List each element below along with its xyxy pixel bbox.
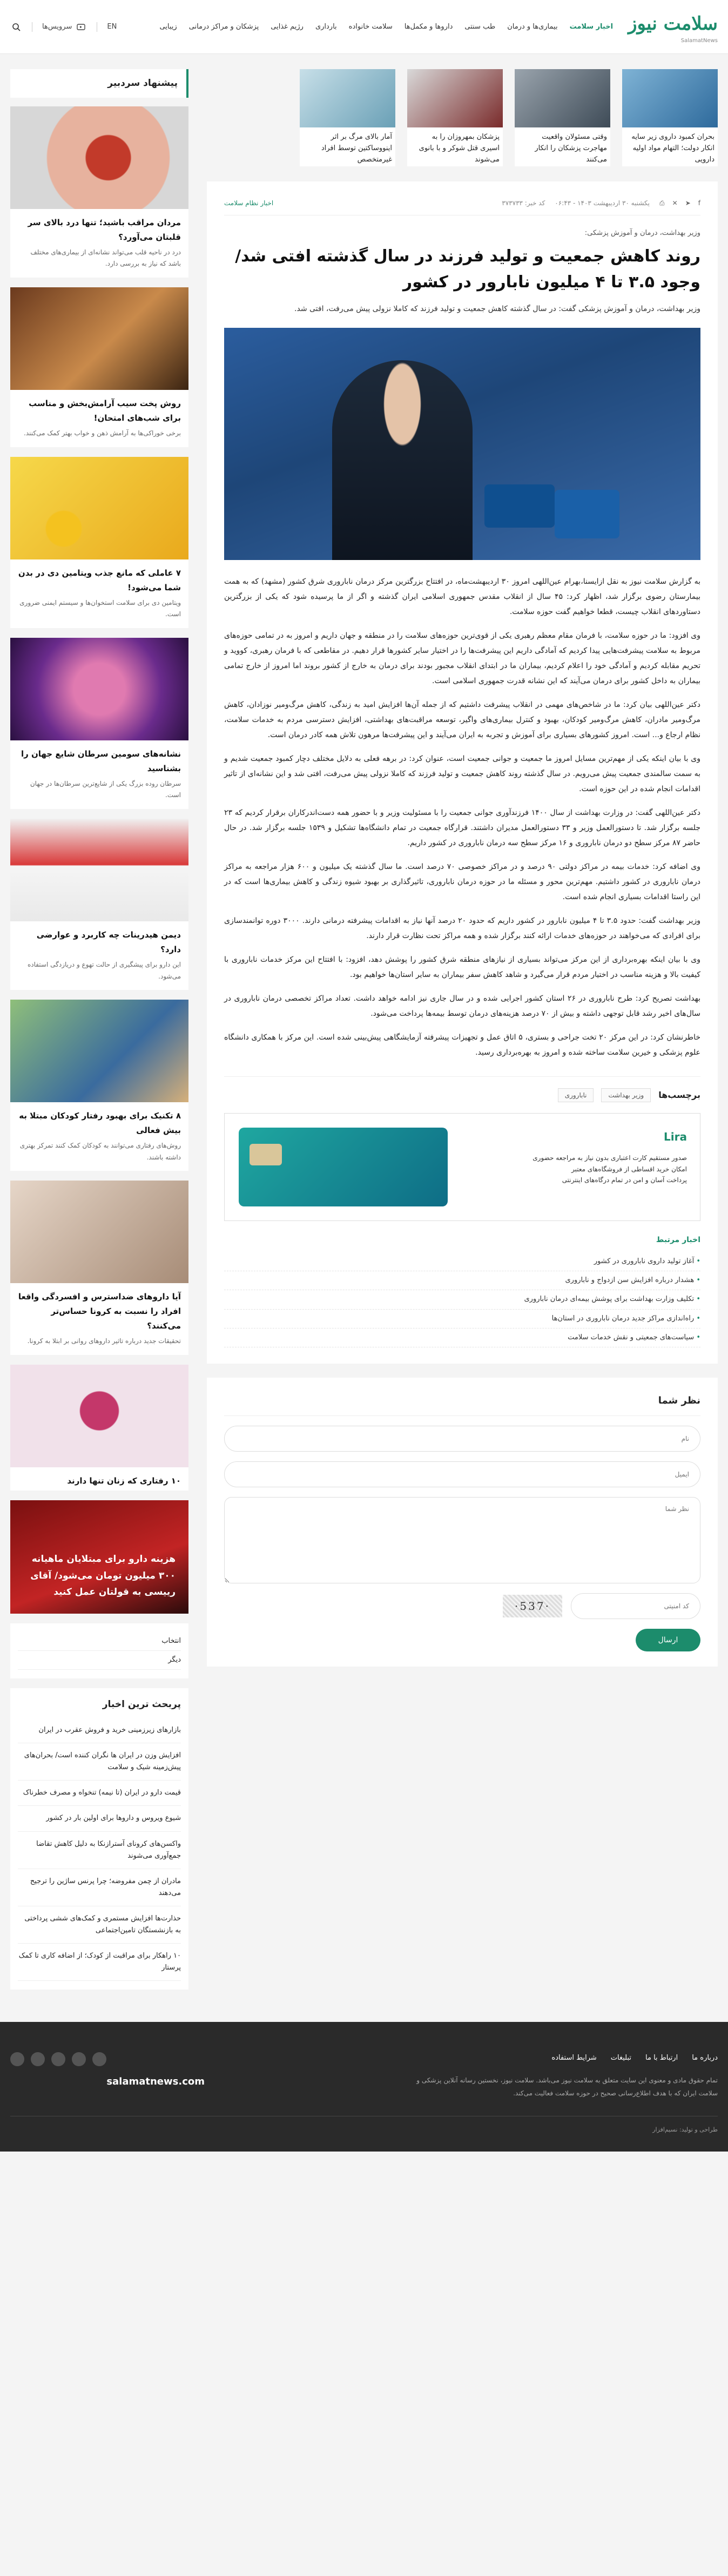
sidebar-card-desc: این دارو برای پیشگیری از حالت تهوع و دریازدگی استفاده می‌شود. [27,961,181,980]
footer-link[interactable]: ارتباط با ما [645,2054,678,2062]
article-body [224,574,700,1060]
lang-switch[interactable]: EN [107,22,117,31]
sidebar-card[interactable] [10,819,188,990]
header-tools [10,21,117,33]
footer-link[interactable]: درباره ما [692,2054,718,2062]
tag[interactable]: وزیر بهداشت [601,1088,651,1102]
site-footer [0,2022,728,2152]
ad-line: پرداخت آسان و امن در تمام درگاه‌های اینترنتی [562,1176,687,1184]
social-icons [10,2052,205,2066]
article-image [224,328,700,560]
sidebar-card[interactable] [10,1181,188,1355]
strip-item[interactable] [407,69,503,166]
popular-item[interactable]: ۱۰ راهکار برای مراقبت از کودک؛ از اضافه کاری تا کمک پرستار [18,1944,181,1981]
sidebar-card-image [10,106,188,209]
strip-image [407,69,503,127]
sidebar-card-title: آیا داروهای ضداسترس و افسردگی واقعا افراد را نسبت به کرونا حساس‌تر می‌کنند؟ [18,1292,181,1331]
related-item[interactable]: • آغاز تولید داروی ناباروری در کشور [224,1252,700,1271]
sidebar-promo[interactable] [10,1500,188,1614]
nav-item-drugs[interactable]: داروها و مکمل‌ها [404,22,453,31]
sidebar-card-desc: درد در ناحیه قلب می‌تواند نشانه‌ای از بیماری‌های مختلف باشد که نیاز به بررسی دارد. [30,248,181,268]
video-icon [75,21,87,33]
sidebar-card-desc: ویتامین دی برای سلامت استخوان‌ها و سیستم ایمنی ضروری است. [19,598,181,618]
article-paragraph: وی اضافه کرد: خدمات بیمه در مراکز دولتی ۹۰ درصد و در مراکز خصوصی ۷۰ درصد است. ما سال گذشته یک میلیون و ۶۰۰ هزار مراجعه به مراکز درمان ناباروری در کشور داشتیم. مهم‌ترین محور و مسئله ما در حوزه درمان ناباروری، تاثیرگذاری بر بهبود شیوه زندگی و کاهش بیماری‌ها است که در این راستا اقدامات بسیاری انجام شده است. [224,862,700,902]
related-item[interactable]: • راه‌اندازی مراکز جدید درمان ناباروری در استان‌ها [224,1310,700,1329]
print-icon[interactable]: ⎙ [659,199,665,207]
article-paragraph: به گزارش سلامت نیوز به نقل ازایسنا،بهرام عین‌اللهی امروز ۳۰ اردیبهشت‌ماه، در افتتاح بزرگترین مرکز درمان ناباروری شرق کشور (مشهد) که به همت بیمارستان رضوی برگزار شد، اظهار کرد: ۴۵ سال از انقلاب مقدس جمهوری اسلامی ایران گذشته و اگر از ما پرسیده شود که یکی از بزرگترین دستاوردهای انقلاب چیست، قطعا خواهیم گفت حوزه سلامت. [224,577,700,617]
nav-item-pregnancy[interactable]: بارداری [315,22,337,31]
microphone [555,490,619,538]
sidebar-card[interactable] [10,1000,188,1171]
article-meta [224,198,700,215]
article-paragraph: خاطرنشان کرد: در این مرکز ۲۰ تخت جراحی و بستری، ۵ اتاق عمل و تجهیزات پیشرفته آزمایشگاهی پیش‌بینی شده است. این مرکز با همکاری دانشگاه علوم پزشکی و خیرین سلامت ساخته شده و امروز به بهره‌برداری رسید. [224,1033,700,1057]
strip-item[interactable] [515,69,610,166]
article-paragraph: وی با بیان اینکه یکی از مهم‌ترین مسایل امروز ما جمعیت و جوانی جمعیت است، عنوان کرد: در برهه فعلی به دلایل مختلف دچار کمبود جمعیت شدیم و به سمت سالمندی جمعیت پیش می‌رویم. در سال گذشته روند کاهش جمعیت و تولید فرزند که کاملا نزولی پیش می‌رفت، افتی شد و این نشانه‌ای از تاثیر اقدامات انجام شده در این حوزه است. [224,754,700,794]
services-label: سرویس‌ها [42,22,72,31]
strip-image [515,69,610,127]
related-item[interactable]: • هشدار درباره افزایش سن ازدواج و ناباروری [224,1271,700,1290]
comment-textarea[interactable] [224,1497,700,1583]
content-column [207,69,718,1990]
logo-subtext: SalamatNews [680,38,718,44]
sidebar-card[interactable] [10,638,188,809]
footer-brand [10,2052,205,2100]
strip-item[interactable] [300,69,395,166]
comment-title: نظر شما [224,1393,700,1417]
sidebar-card-title: ۱۰ رفتاری که زنان تنها دارند [67,1476,181,1486]
article-title: روند کاهش جمعیت و تولید فرزند در سال گذشته افتی شد/ وجود ۳.۵ تا ۴ میلیون نابارور در کشور [235,247,700,292]
sidebar-card-desc: سرطان روده بزرگ یکی از شایع‌ترین سرطان‌ها در جهان است. [30,779,181,799]
sidebar-card-image [10,1000,188,1102]
sidebar [10,69,188,1990]
speaker-figure [332,360,473,560]
article-category[interactable]: اخبار نظام سلامت [224,199,274,207]
nav-item-traditional[interactable]: طب سنتی [464,22,496,31]
sidebar-card-title: مردان مراقب باشید؛ تنها درد بالای سر قلبتان می‌آورد؟ [28,217,181,242]
tags-title: برچسب‌ها [658,1090,700,1101]
sidebar-card-image [10,287,188,390]
sidebar-plain-list [10,1623,188,1678]
sidebar-card-title: روش پخت سیب آرامش‌بخش و مناسب برای شب‌های امتحان! [29,399,181,423]
sidebar-plain-item[interactable]: دیگر [18,1651,181,1670]
captcha-row [224,1593,700,1619]
nav-item-diet[interactable]: رژیم غذایی [271,22,304,31]
instagram-icon[interactable] [92,2052,106,2066]
telegram-icon[interactable] [72,2052,86,2066]
sidebar-card[interactable] [10,287,188,447]
strip-title: بحران کمبود داروی زیر سایه انکار دولت؛ التهام مواد اولیه دارویی [631,133,714,164]
popular-item[interactable]: افزایش وزن در ایران ها نگران کننده است/ بحران‌های پیش‌زمینه شیک و سلامت [18,1743,181,1781]
strip-title: پزشکان بمهروزان را به اسیری قتل شوکر و با بانوی می‌شوند [419,133,500,164]
strip-item[interactable] [622,69,718,166]
sidebar-card-desc: برخی خوراکی‌ها به آرامش ذهن و خواب بهتر کمک می‌کنند. [24,429,181,437]
tag[interactable]: ناباروری [558,1088,594,1102]
related-title: اخبار مرتبط [656,1236,700,1245]
article [207,181,718,1364]
tags-section [224,1076,700,1102]
sidebar-card[interactable] [10,1365,188,1491]
article-kicker: وزیر بهداشت، درمان و آموزش پزشکی: [584,229,700,238]
strip-title: آمار بالای مرگ بر اثر اینووساکتین توسط افراد غیرمتخصص [321,133,392,164]
article-paragraph: وی افزود: ما در حوزه سلامت، با فرمان مقام معظم رهبری یکی از قوی‌ترین حوزه‌های سلامت را در منطقه و جهان داریم و امروز به در تمامی حوزه‌های مربوط به سلامت پیشرفت‌هایی پیدا کردیم که آمادگی داریم این پیشرفت‌ها را در اختیار سایر کشورها قرار دهیم. در مقاطعی که با فرمان رهبری، کووید و تحریم مقابله کردیم و آمادگی خود را اعلام کردیم، بیماران ما در ابتدای انقلاب مجبور بودند برای درمان به خارج از کشور بروند اما امروز از خارج تمامی بیماران به داخل کشور برای درمان می‌آیند که این نشانه قدرت جمهوری اسلامی است. [224,631,700,686]
ad-brand: Lira [664,1130,687,1144]
site-header [0,0,728,54]
popular-title: پربحث ترین اخبار [102,1699,181,1710]
microphone [484,484,555,528]
popular-news [10,1688,188,1990]
nav-item-beauty[interactable]: زیبایی [159,22,177,31]
sidebar-card[interactable] [10,106,188,278]
name-field[interactable] [224,1426,700,1452]
sidebar-card-desc: روش‌های رفتاری می‌توانند به کودکان کمک کنند تمرکز بهتری داشته باشند. [19,1142,181,1161]
nav-item-doctors[interactable]: پزشکان و مراکز درمانی [188,22,259,31]
related-news [224,1234,700,1347]
ad-line: امکان خرید اقساطی از فروشگاه‌های معتبر [571,1165,687,1173]
rss-icon[interactable] [10,2052,24,2066]
article-paragraph: وزیر بهداشت گفت: حدود ۳.۵ تا ۴ میلیون نابارور در کشور داریم که حدود ۲۰ درصد آنها نیاز به اقدامات پیشرفته درمانی دارند. ۳۰۰۰ دوره توانمندسازی برای افرادی که می‌خواهند در حوزه‌های خدمات ارائه کنند برگزار شده و همه مراکز تحت نظارت قرار دارند. [224,916,701,941]
sidebar-card-title: دیمن هیدرینات چه کاربرد و عوارضی دارد؟ [36,930,181,955]
strip-image [622,69,718,127]
sidebar-card-title: ۸ تکنیک برای بهبود رفتار کودکان مبتلا به بیش فعالی [19,1111,181,1136]
related-item[interactable]: • تکلیف وزارت بهداشت برای پوشش بیمه‌ای درمان ناباروری [224,1290,700,1309]
copyright: طراحی و تولید: نسیم‌افزار [10,2116,718,2135]
strip-title: وقتی مسئولان واقعیت مهاجرت پزشکان را انکار می‌کنند [535,133,607,164]
strip-image [300,69,395,127]
sidebar-card-image [10,457,188,559]
popular-item[interactable]: قیمت دارو در ایران (تا نیمه‌) تنخواه و مصرف خطرناک [18,1781,181,1806]
popular-item[interactable]: حذارت‌ها افزایش مستمری و کمک‌های ششی پرداختی به بازنشستگان تامین‌اجتماعی [18,1906,181,1944]
telegram-icon[interactable]: ➤ [685,199,691,207]
sidebar-card-image [10,638,188,740]
comment-form [207,1378,718,1667]
footer-link[interactable]: تبلیغات [610,2054,632,2062]
sidebar-plain-item[interactable]: انتخاب [18,1632,181,1651]
article-paragraph: دکتر عین‌اللهی گفت: در وزارت بهداشت از سال ۱۴۰۰ فرزندآوری جوانی جمعیت را با مسئولیت وزیر و با حضور همه دست‌اندرکاران برقرار کردیم که ۲۳ جلسه برگزار شد. تا دستورالعمل وزیر و ۳۳ دستورالعمل مدیران داشتند. قرارگاه جمعیت در تمام دانشگاه‌ها تشکیل و ۱۵۳۹ جلسه برگزار شد. در حال حاضر ۸۷ مرکز سطح دو درمان ناباروری و ۱۶ مرکز سطح سه درمان ناباروری در کشور داریم. [224,808,701,848]
aparat-icon[interactable] [31,2052,45,2066]
nav-item-news[interactable]: اخبار سلامت [569,22,614,31]
sidebar-title: پیشنهاد سردبیر [10,69,188,98]
twitter-icon[interactable]: ✕ [672,199,678,207]
sidebar-card-image [10,1365,188,1467]
related-item[interactable]: • سیاست‌های جمعیتی و نقش خدمات سلامت [224,1329,700,1347]
sidebar-card-image [10,819,188,921]
main-layout [10,69,718,1990]
article-date: یکشنبه ۳۰ اردیبهشت ۱۴۰۳ - ۰۶:۴۳ [555,199,650,207]
sidebar-card-image [10,1181,188,1283]
article-paragraph: بهداشت تصریح کرد: طرح ناباروری در ۲۶ استان کشور اجرایی شده و در سال جاری نیز ادامه خواهد داشت. تعداد مراکز تخصصی درمان ناباروری در سال‌های اخیر رشد قابل توجهی داشته و بیش از ۷۰ درصد هزینه‌های درمان توسط بیمه‌ها پرداخت می‌شود. [224,994,700,1019]
article-code: کد خبر: ۳۷۳۷۳۳ [502,199,545,207]
ad-line: صدور مستقیم کارت اعتباری بدون نیاز به مراجعه حضوری [532,1154,687,1162]
sidebar-card-desc: تحقیقات جدید درباره تاثیر داروهای روانی بر ابتلا به کرونا. [27,1337,181,1345]
search-icon[interactable] [10,21,22,33]
popular-item[interactable]: شیوع ویروس و داروها برای اولین بار در کشور [18,1806,181,1831]
footer-site[interactable]: salamatnews.com [106,2076,205,2088]
news-strip [207,69,718,166]
popular-item[interactable]: مادران از چمن مفروضه؛ چرا پرنس ساژین را ترجیح می‌دهند [18,1869,181,1906]
credit-card-graphic [239,1128,448,1206]
article-paragraph: دکتر عین‌اللهی بیان کرد: ما در شاخص‌های مهمی در انقلاب پیشرفت داشتیم که از جمله آن‌ها افزایش امید به زندگی، کاهش مرگ‌ومیر نوزادان، کاهش مرگ‌ومیر مادران، کاهش مرگ‌ومیر کودکان، بهبود و کنترل بیماری‌های واگیر، توسعه مراقبت‌های بهداشتی، افزایش دسترسی مردم به خدمات سلامت، نظام ارجاع و... است. امروز کشورهای بسیاری برای آموزش و تجربه به ایران می‌آیند و این پیشرفت‌ها مرهون تلاش همه کادر درمان است. [224,700,700,740]
footer-links [226,2052,718,2100]
article-paragraph: وی با بیان اینکه بهره‌برداری از این مرکز می‌تواند بسیاری از نیازهای منطقه شرق کشور را پوشش دهد، افزود: با افتتاح این مرکز خدمات ناباروری با کیفیت بالا و هزینه مناسب در اختیار مردم قرار می‌گیرد و شاهد کاهش سفر بیماران به سایر استان‌ها خواهیم بود. [224,955,700,980]
services-link[interactable] [42,21,87,33]
twitter-icon[interactable] [51,2052,65,2066]
ad-text [462,1114,700,1220]
captcha-input[interactable] [571,1593,700,1619]
email-field[interactable] [224,1461,700,1487]
facebook-icon[interactable]: f [698,199,700,207]
nav-item-family[interactable]: سلامت خانواده [348,22,393,31]
logo[interactable] [628,9,718,46]
footer-about: تمام حقوق مادی و معنوی این سایت متعلق به سلامت نیوز می‌باشد. سلامت نیوز، نخستین رسانه آنلاین پزشکی و سلامت ایران که با هدف اطلاع‌رسانی صحیح در حوزه سلامت فعالیت می‌کند. [416,2076,718,2098]
sidebar-card[interactable] [10,457,188,628]
popular-item[interactable]: واکسن‌های کرونای آسترازنکا به دلیل کاهش تقاضا جمع‌آوری می‌شوند [18,1832,181,1869]
article-lead: وزیر بهداشت، درمان و آموزش پزشکی گفت: در سال گذشته کاهش جمعیت و تولید فرزند که کاملا نزولی پیش می‌رفت، افتی شد. [294,305,700,314]
popular-item[interactable]: بازارهای زیرزمینی خرید و فروش عقرب در ایران [18,1718,181,1743]
nav-item-diseases[interactable]: بیماری‌ها و درمان [507,22,558,31]
sidebar-card-title: نشانه‌های سومین سرطان شایع جهان را بشناسید [21,748,181,773]
send-button[interactable]: ارسال [636,1629,700,1651]
sidebar-card-title: ۷ عاملی که مانع جذب ویتامین دی در بدن شما می‌شود! [18,568,181,592]
logo-text[interactable]: سلامت نیوز [628,12,718,35]
share-icons [659,198,700,208]
footer-link[interactable]: شرایط استفاده [551,2054,597,2062]
main-nav [117,21,613,33]
sidebar-promo-text: هزینه دارو برای مبتلایان ماهیانه ۳۰۰ میلیون تومان می‌شود/ آقای رییسی به قولتان عمل کنید [30,1554,176,1598]
captcha-image: ·537· [503,1595,562,1617]
ad-banner[interactable] [224,1113,700,1221]
